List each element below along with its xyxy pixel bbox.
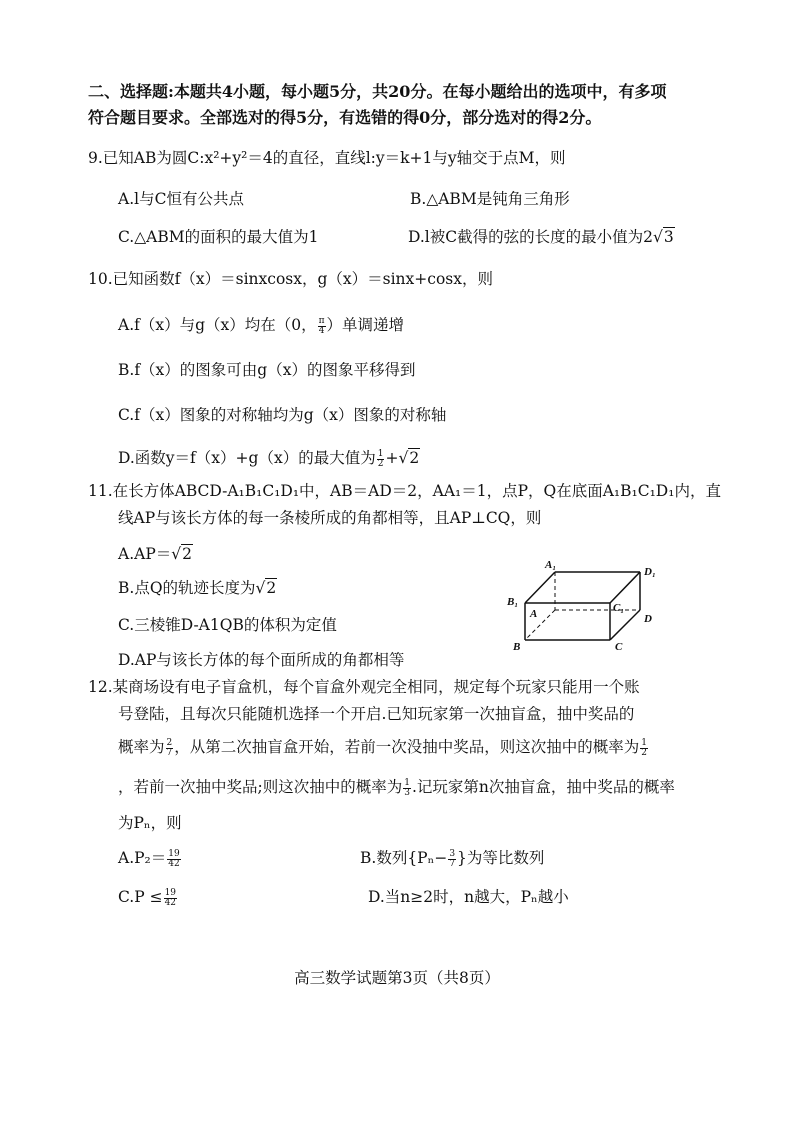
q10-option-a-suffix: ）单调递增	[326, 316, 405, 334]
q10-option-b: B.f（x）的图象可由g（x）的图象平移得到	[118, 361, 416, 379]
q11-option-a-text: A.AP＝	[118, 545, 172, 563]
plus-sign: +	[385, 449, 399, 467]
fraction-denominator: 2	[377, 458, 384, 469]
label-d1: D₁	[644, 566, 656, 578]
q12-line2: 号登陆，且每次只能随机选择一个开启.已知玩家第一次抽盲盒，抽中奖品的	[118, 705, 635, 723]
q12-line3-mid: ，从第二次抽盲盒开始，若前一次没抽中奖品，则这次抽中的概率为	[174, 738, 640, 756]
q11-option-b-text: B.点Q的轨迹长度为	[118, 579, 256, 597]
q9-option-b: B.△ABM是钝角三角形	[410, 190, 570, 208]
q11-option-b-radicand: 2	[266, 579, 277, 597]
fraction	[403, 779, 411, 798]
q11-option-a-radicand: 2	[182, 545, 193, 563]
q12-line4	[118, 777, 675, 798]
q9-option-c: C.△ABM的面积的最大值为1	[118, 228, 319, 246]
fraction	[377, 450, 385, 469]
q10-stem: 10.已知函数f（x）＝sinxcosx，g（x）＝sinx+cosx，则	[88, 270, 493, 288]
q9-option-d-text: D.l被C截得的弦的长度的最小值为2	[408, 228, 653, 246]
label-c1: C₁	[613, 602, 625, 614]
fraction-denominator: 4	[318, 325, 325, 336]
q12-option-c-text: C.P ≤	[118, 888, 163, 906]
fraction-numerator: π	[318, 315, 325, 326]
edge-d-c	[610, 610, 640, 640]
label-d: D	[644, 613, 652, 625]
q12-line3-text: 概率为	[118, 738, 165, 756]
fraction	[318, 317, 326, 336]
sqrt-symbol: √3	[652, 228, 674, 246]
fraction-numerator: 19	[168, 848, 180, 859]
sqrt-symbol: √2	[171, 545, 193, 563]
fraction-denominator: 42	[168, 858, 180, 869]
label-b: B	[513, 641, 521, 653]
edge-d1-c1	[610, 572, 640, 603]
q10-option-d	[118, 448, 420, 469]
cuboid-figure	[503, 555, 673, 655]
fraction-denominator: 42	[164, 897, 177, 908]
q12-option-b-text: B.数列{Pₙ−	[360, 849, 448, 867]
fraction	[448, 850, 456, 869]
q11-option-a	[118, 544, 193, 564]
label-b1: B₁	[507, 596, 519, 608]
fraction	[166, 739, 174, 758]
q12-option-a	[118, 848, 182, 869]
q9-option-d-radicand: 3	[663, 228, 674, 246]
label-c: C	[615, 641, 623, 653]
q9-stem: 9.已知AB为圆C:x²+y²＝4的直径，直线l:y＝k+1与y轴交于点M，则	[88, 149, 566, 167]
q10-option-d-text: D.函数y＝f（x）+g（x）的最大值为	[118, 449, 376, 467]
q11-option-c: C.三棱锥D-A1QB的体积为定值	[118, 616, 337, 634]
fraction-denominator: 3	[404, 787, 410, 798]
q12-option-c	[118, 887, 178, 908]
fraction-numerator: 3	[449, 848, 456, 859]
fraction-numerator: 1	[377, 448, 384, 459]
sqrt-symbol: √2	[398, 449, 420, 467]
fraction-numerator: 1	[404, 777, 410, 788]
label-a: A	[530, 608, 538, 620]
fraction	[167, 850, 180, 869]
q12-line5: 为Pₙ，则	[118, 814, 182, 832]
q10-option-a	[118, 315, 404, 336]
fraction-numerator: 1	[641, 737, 647, 748]
q11-stem-line1: 11.在长方体ABCD-A₁B₁C₁D₁中，AB＝AD＝2，AA₁＝1，点P，Q在底面A₁B₁C₁D₁内，直	[88, 482, 721, 500]
edge-b1-a1	[525, 572, 555, 603]
q12-line4-text: ，若前一次抽中奖品;则这次抽中的概率为	[118, 778, 403, 796]
q12-option-a-text: A.P₂＝	[118, 849, 167, 867]
q10-option-d-radicand: 2	[409, 449, 420, 467]
q12-option-b	[360, 848, 544, 869]
fraction	[640, 739, 648, 758]
page-footer: 高三数学试题第3页（共8页）	[294, 969, 500, 987]
q12-option-b-suffix: }为等比数列	[457, 849, 545, 867]
q10-option-c: C.f（x）图象的对称轴均为g（x）图象的对称轴	[118, 406, 447, 424]
q11-option-b	[118, 578, 277, 598]
section-title-line1: 二、选择题:本题共4小题，每小题5分，共20分。在每小题给出的选项中，有多项	[88, 82, 667, 101]
q10-option-a-text: A.f（x）与g（x）均在（0，	[118, 316, 317, 334]
q12-option-d: D.当n≥2时，n越大，Pₙ越小	[368, 888, 569, 906]
fraction-denominator: 7	[166, 747, 173, 758]
q12-line4-suffix: .记玩家第n次抽盲盒，抽中奖品的概率	[411, 778, 675, 796]
q12-line3	[118, 737, 649, 758]
q9-option-d	[408, 227, 675, 247]
q12-line1: 12.某商场设有电子盲盒机，每个盲盒外观完全相同，规定每个玩家只能用一个账	[88, 678, 640, 696]
fraction-denominator: 2	[641, 747, 647, 758]
q11-option-d: D.AP与该长方体的每个面所成的角都相等	[118, 651, 405, 669]
fraction-numerator: 2	[166, 737, 173, 748]
q11-stem-line2: 线AP与该长方体的每一条棱所成的角都相等，且AP⊥CQ，则	[118, 509, 542, 527]
label-a1: A₁	[545, 559, 557, 571]
section-title-line2: 符合题目要求。全部选对的得5分，有选错的得0分，部分选对的得2分。	[88, 108, 602, 127]
sqrt-symbol: √2	[255, 579, 277, 597]
fraction-denominator: 7	[449, 858, 456, 869]
fraction-numerator: 19	[164, 887, 177, 898]
fraction	[164, 889, 177, 908]
q9-option-a: A.l与C恒有公共点	[118, 190, 244, 208]
